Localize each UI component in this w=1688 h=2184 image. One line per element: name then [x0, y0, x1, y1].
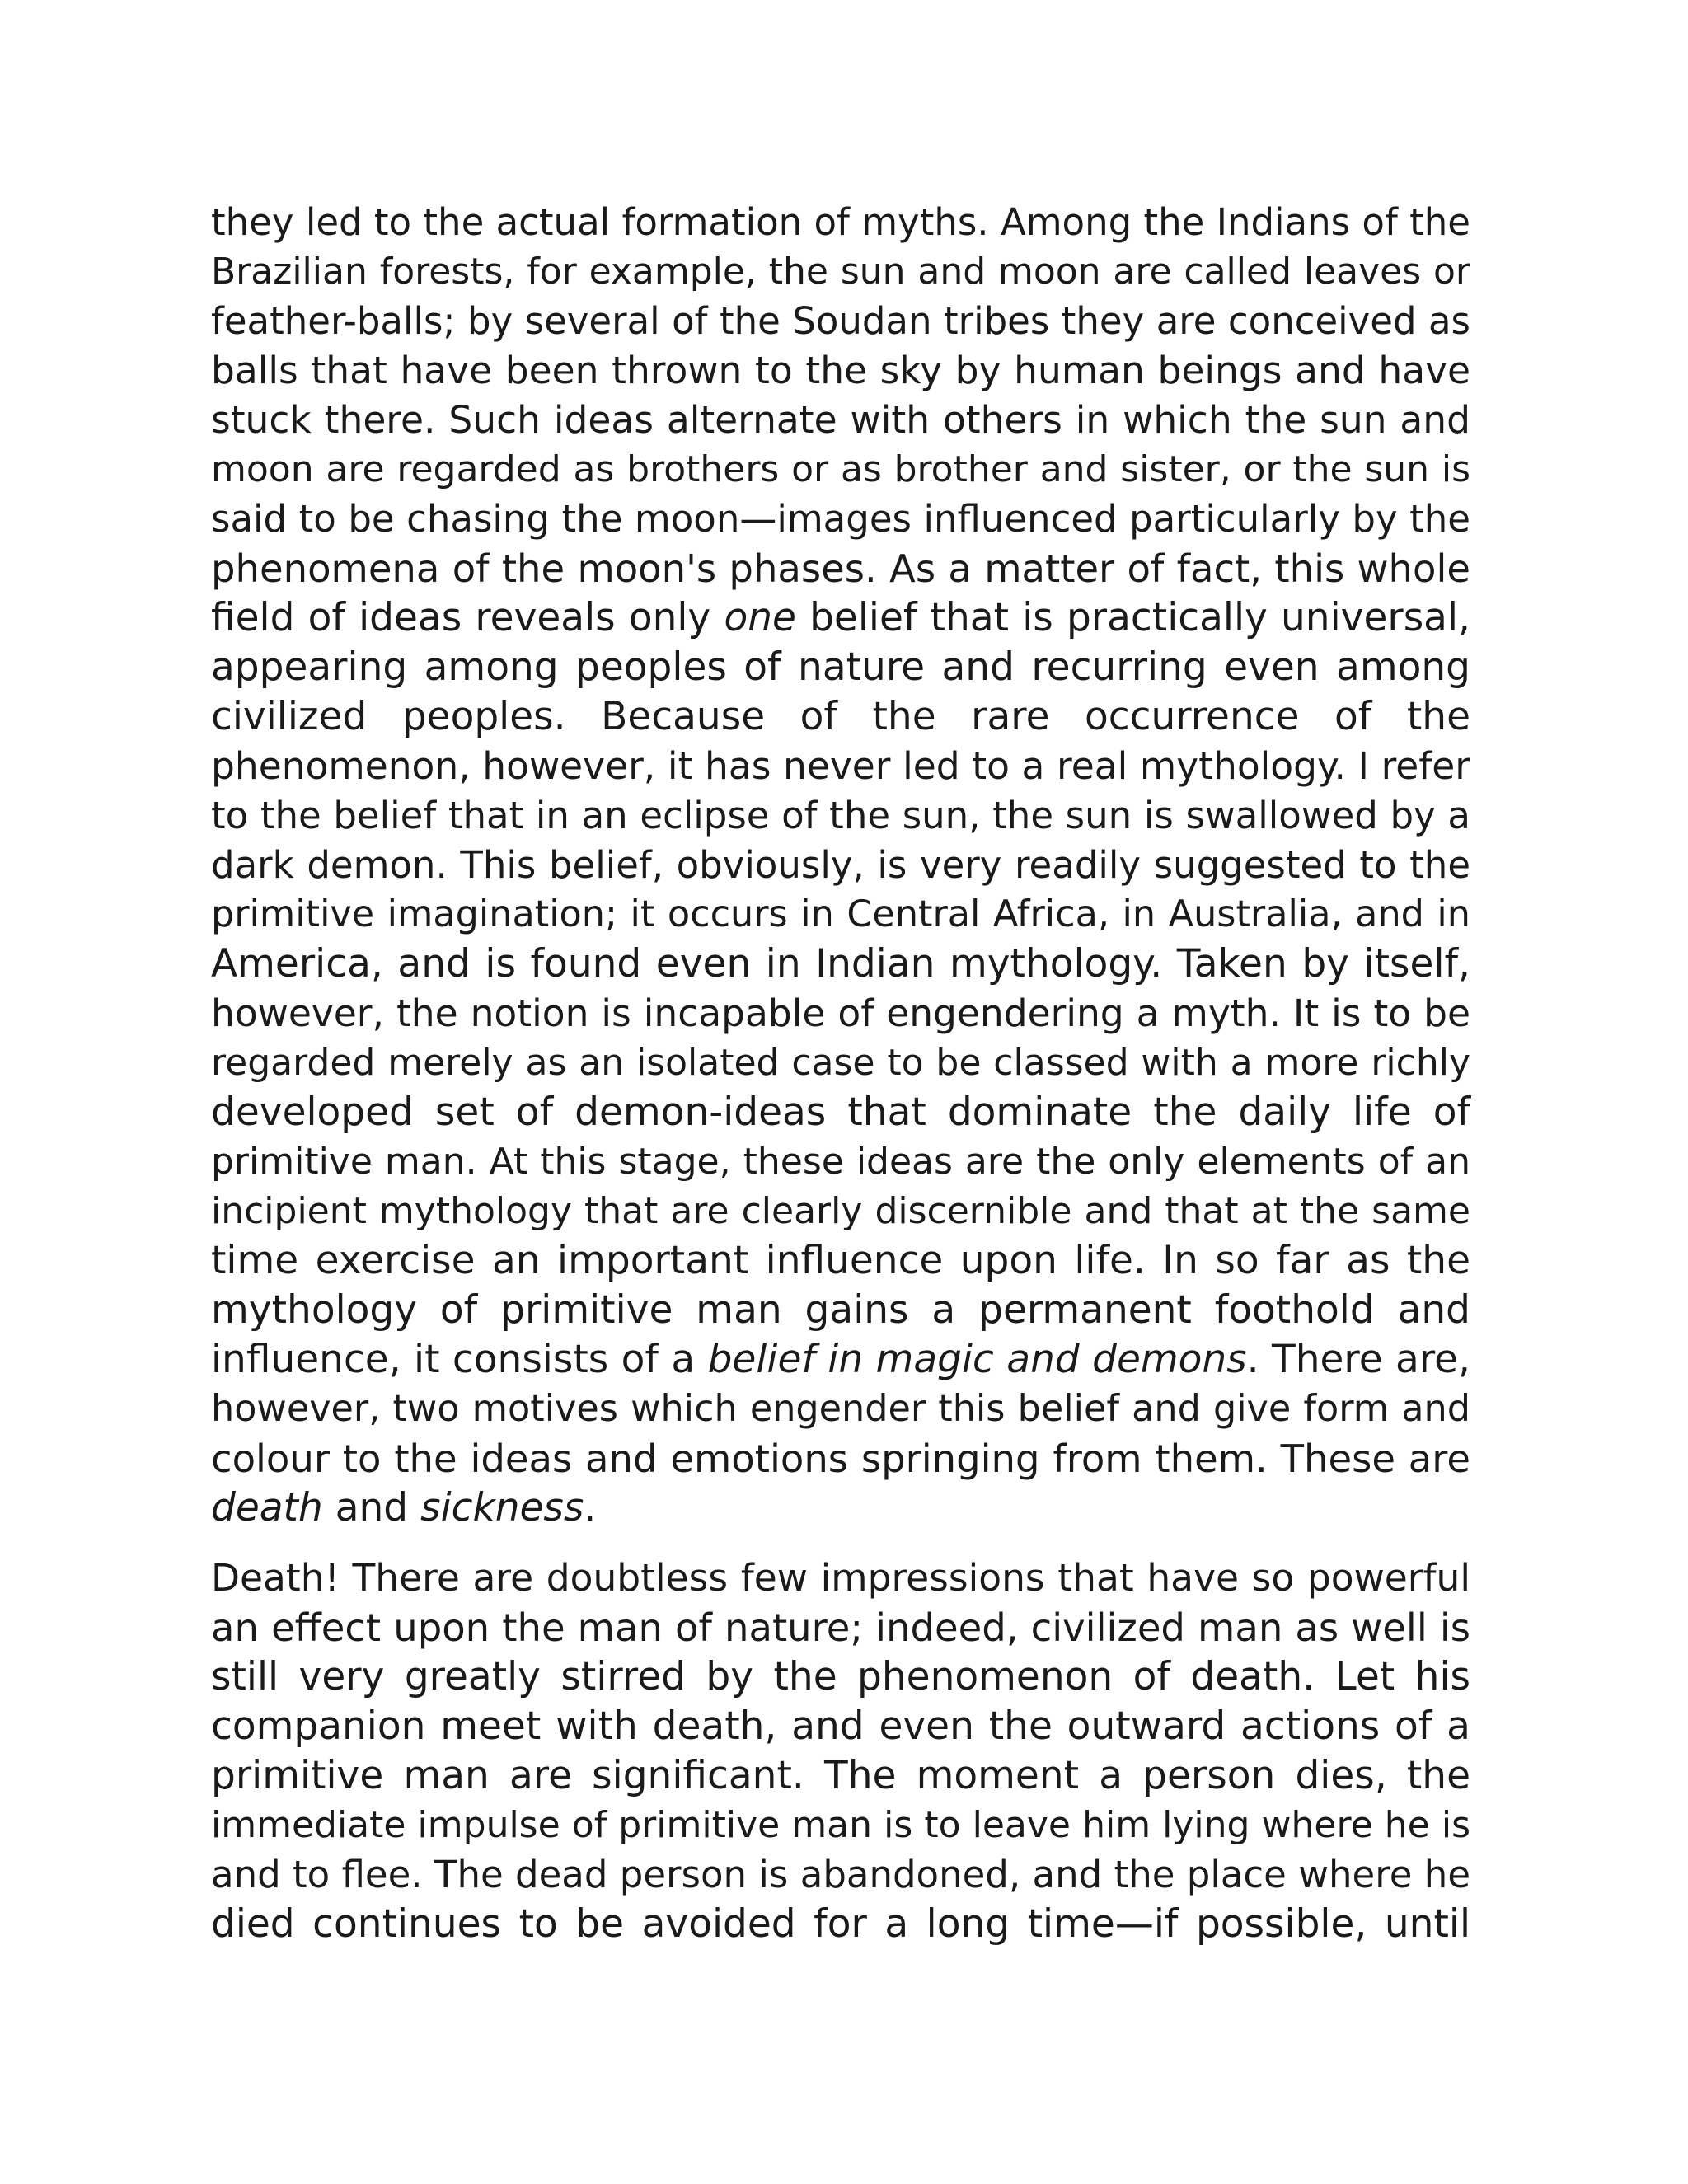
text-run: mythology of primitive man gains a permanent foothold and: [211, 1287, 1470, 1333]
text-line: [211, 989, 1470, 1038]
text-line: [211, 841, 1470, 890]
text-line: [211, 1900, 1470, 1949]
text-run: stuck there. Such ideas alternate with others in which the sun and: [211, 398, 1470, 442]
text-run: America, and is found even in Indian mythology. Taken by itself,: [211, 941, 1470, 987]
text-run: however, two motives which engender this belief and give form and: [211, 1388, 1470, 1430]
text-run: they led to the actual formation of myths. Among the Indians of the: [211, 200, 1470, 244]
text-run: field of ideas reveals only: [211, 595, 724, 640]
text-line: [211, 396, 1470, 445]
text-run: moon are regarded as brothers or as brother and sister, or the sun is: [211, 448, 1470, 490]
text-line: [211, 1554, 1470, 1603]
text-line: [211, 1652, 1470, 1702]
text-line: [211, 247, 1470, 297]
text-line: [211, 1603, 1470, 1652]
text-line: [211, 692, 1470, 742]
text-run: however, the notion is incapable of engendering a myth. It is to be: [211, 991, 1470, 1035]
text-line: [211, 494, 1470, 544]
text-line: [211, 1801, 1470, 1850]
text-run: regarded merely as an isolated case to be classed with a more richly: [211, 1042, 1470, 1084]
text-run: appearing among peoples of nature and recurring even among: [211, 644, 1470, 690]
text-run: said to be chasing the moon—images influenced particularly by the: [211, 497, 1470, 541]
paragraph: [211, 198, 1470, 1533]
text-run: primitive man are significant. The moment a person dies, the: [211, 1753, 1470, 1798]
text-line: [211, 1335, 1470, 1385]
text-line: [211, 297, 1470, 346]
text-line: [211, 198, 1470, 247]
text-run: Death! There are doubtless few impressions that have so powerful: [211, 1556, 1470, 1600]
emphasis-text: sickness: [420, 1485, 584, 1530]
emphasis-text: one: [724, 595, 796, 640]
text-run: incipient mythology that are clearly discernible and that at the same: [211, 1190, 1470, 1232]
text-line: [211, 1483, 1470, 1533]
text-line: [211, 346, 1470, 396]
text-run: influence, it consists of a: [211, 1337, 708, 1382]
text-line: [211, 593, 1470, 643]
text-run: companion meet with death, and even the outward actions of a: [211, 1704, 1470, 1749]
text-run: still very greatly stirred by the phenomenon of death. Let his: [211, 1654, 1470, 1699]
text-run: phenomena of the moon's phases. As a matter of fact, this whole: [211, 546, 1470, 591]
text-line: [211, 940, 1470, 989]
text-line: [211, 1385, 1470, 1434]
text-line: [211, 742, 1470, 791]
text-run: and to flee. The dead person is abandoned, and the place where he: [211, 1853, 1470, 1896]
text-line: [211, 1088, 1470, 1137]
text-run: . There are,: [1246, 1337, 1470, 1382]
text-run: colour to the ideas and emotions springing from them. These are: [211, 1436, 1470, 1481]
text-line: [211, 643, 1470, 692]
text-line: [211, 1850, 1470, 1900]
text-run: developed set of demon-ideas that dominate the daily life of: [211, 1090, 1470, 1135]
text-line: [211, 445, 1470, 494]
text-run: an effect upon the man of nature; indeed, civilized man as well is: [211, 1605, 1470, 1650]
emphasis-text: death: [211, 1485, 323, 1530]
paragraph: [211, 1554, 1470, 1949]
text-line: [211, 1702, 1470, 1751]
text-run: time exercise an important influence upon life. In so far as the: [211, 1238, 1470, 1283]
text-run: civilized peoples. Because of the rare occurrence of the: [211, 694, 1470, 739]
text-run: died continues to be avoided for a long time—if possible, until: [211, 1901, 1470, 1947]
text-run: immediate impulse of primitive man is to leave him lying where he is: [211, 1804, 1470, 1846]
text-line: [211, 1137, 1470, 1187]
text-run: phenomenon, however, it has never led to a real mythology. I refer: [211, 744, 1470, 788]
text-line: [211, 1236, 1470, 1286]
text-run: dark demon. This belief, obviously, is very readily suggested to the: [211, 843, 1470, 887]
text-run: and: [322, 1485, 421, 1530]
emphasis-text: belief in magic and demons: [707, 1337, 1247, 1382]
text-line: [211, 1751, 1470, 1801]
text-line: [211, 1038, 1470, 1088]
text-line: [211, 1286, 1470, 1335]
text-run: belief that is practically universal,: [795, 595, 1470, 640]
text-run: feather-balls; by several of the Soudan tribes they are conceived as: [211, 299, 1470, 343]
text-run: primitive imagination; it occurs in Central Africa, in Australia, and in: [211, 893, 1470, 935]
text-line: [211, 1434, 1470, 1483]
text-run: balls that have been thrown to the sky by human beings and have: [211, 349, 1470, 392]
text-line: [211, 1187, 1470, 1236]
text-run: primitive man. At this stage, these ideas are the only elements of an: [211, 1141, 1470, 1183]
page-body: [211, 198, 1470, 1949]
text-line: [211, 791, 1470, 841]
text-run: .: [584, 1485, 597, 1530]
text-line: [211, 544, 1470, 593]
text-line: [211, 890, 1470, 940]
text-run: to the belief that in an eclipse of the sun, the sun is swallowed by a: [211, 794, 1470, 837]
text-run: Brazilian forests, for example, the sun and moon are called leaves or: [211, 251, 1470, 293]
